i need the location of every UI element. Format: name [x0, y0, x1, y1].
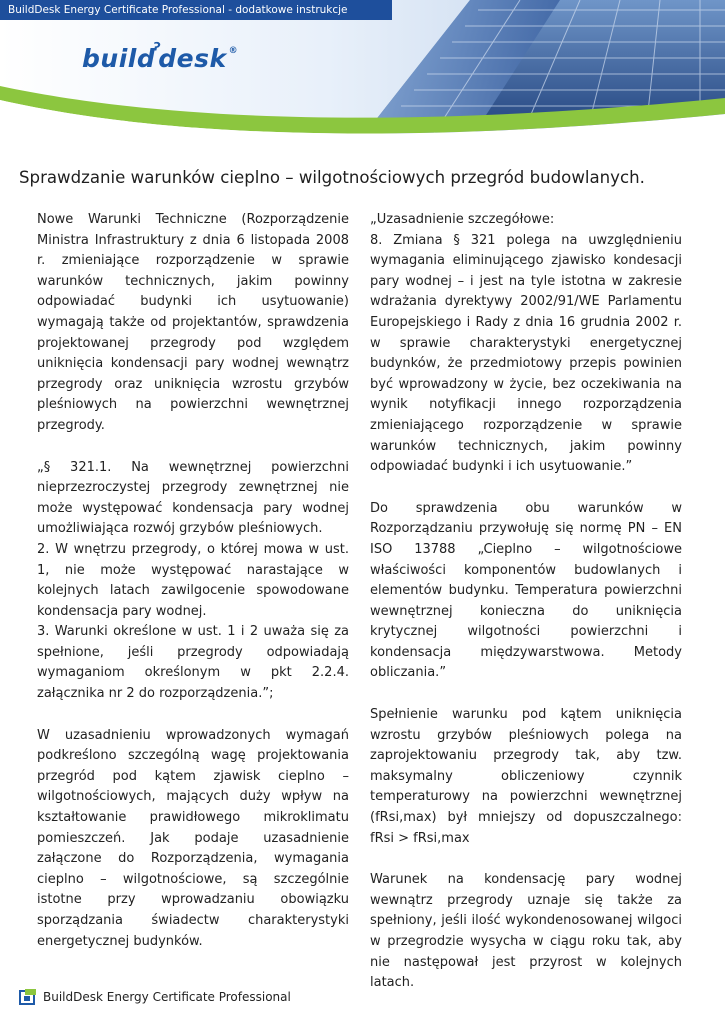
page-title: Sprawdzanie warunków cieplno – wilgotnościowych przegród budowlanych. [19, 168, 645, 187]
paragraph: „§ 321.1. Na wewnętrznej powierzchni nieprzezroczystej przegrody zewnętrznej nie może występować kondensacja pary wodnej umożliwiająca rozwój grzybów pleśniowych. 2. W wnętrzu przegrody, o której mowa w ust. 1, nie może występować narastające w kolejnych latach zawilgocenie spowodowane kondensacja pary wodnej. 3. Warunki określone w ust. 1 i 2 uważa się za spełnione, jeśli przegrody odpowiadają wymaganiom określonym w pkt 2.2.4. załącznika nr 2 do rozporządzenia.”; [37, 459, 349, 702]
logo-tick-icon: ˀ [153, 38, 161, 62]
paragraph: Do sprawdzenia obu warunków w Rozporządzaniu przywołuję się normę PN – EN ISO 13788 „Cieplno – wilgotnościowe właściwości komponentów budowlanych i elementów budynku. Temperatura powierzchni wewnętrznej konieczna do uniknięcia krytycznej wilgotności powierzchni i kondensacja międzywarstwowa. Metody obliczania.” [370, 500, 682, 681]
logo-registered-mark: ® [228, 46, 239, 56]
footer-text: BuildDesk Energy Certificate Professional [43, 990, 291, 1004]
right-column [370, 210, 682, 1015]
header-bar: BuildDesk Energy Certificate Professional - dodatkowe instrukcje [0, 0, 392, 20]
left-column [37, 210, 349, 973]
builddesk-logo-icon [19, 988, 37, 1006]
logo-text-desk: desk [158, 44, 227, 73]
builddesk-logo [82, 38, 239, 73]
page-footer [19, 987, 291, 1007]
paragraph: Spełnienie warunku pod kątem uniknięcia wzrostu grzybów pleśniowych polega na zaprojektowaniu przegrody tak, aby tzw. maksymalny obliczeniowy czynnik temperaturowy na powierzchni wewnętrznej (fRsi,max) był mniejszy od dopuszczalnego: fRsi > fRsi,max [370, 707, 682, 846]
paragraph: Nowe Warunki Techniczne (Rozporządzenie Ministra Infrastruktury z dnia 6 listopada 2008 r. zmieniające rozporządzenie w sprawie warunków technicznych, jakim powinny odpowiadać budynki ich usytuowanie) wymagają także od projektantów, sprawdzenia projektowanej przegrody pod względem uniknięcia kondensacji pary wodnej wewnątrz przegrody oraz uniknięcia wzrostu grzybów pleśniowych na powierzchni wewnętrznej przegrody. [37, 212, 349, 433]
paragraph: „Uzasadnienie szczegółowe: 8. Zmiana § 321 polega na uwzględnieniu wymagania eliminującego zjawisko kondesacji pary wodnej – i jest na tyle istotna w zakresie wdrażania dyrektywy 2002/91/WE Parlamentu Europejskiego i Rady z dnia 16 grudnia 2002 r. w sprawie charakterystyki energetycznej budynków, że przedmiotowy przepis powinien być wprowadzony w życie, bez oczekiwania na wynik notyfikacji innego rozporządzenia zmieniającego rozporządzenie w sprawie warunków technicznych, jakim powinny odpowiadać budynki i ich usytuowanie.” [370, 212, 682, 475]
logo-text-build: build [82, 44, 156, 73]
page-header [0, 0, 725, 140]
paragraph: W uzasadnieniu wprowadzonych wymagań podkreślono szczególną wagę projektowania przegród pod kątem zjawisk cieplno – wilgotnościowych, mających duży wpływ na kształtowanie prawidłowego mikroklimatu pomieszczeń. Jak podaje uzasadnienie załączone do Rozporządzenia, wymagania cieplno – wilgotnościowe, są szczególnie istotne przy wprowadzaniu obowiązku sporządzania świadectw charakterystyki energetycznej budynków. [37, 727, 349, 949]
paragraph: Warunek na kondensację pary wodnej wewnątrz przegrody uznaje się także za spełniony, jeśli ilość wykondenosowanej wilgoci w przegrodzie wysycha w ciągu roku tak, aby nie następował jest przyrost w kolejnych latach. [370, 872, 682, 991]
